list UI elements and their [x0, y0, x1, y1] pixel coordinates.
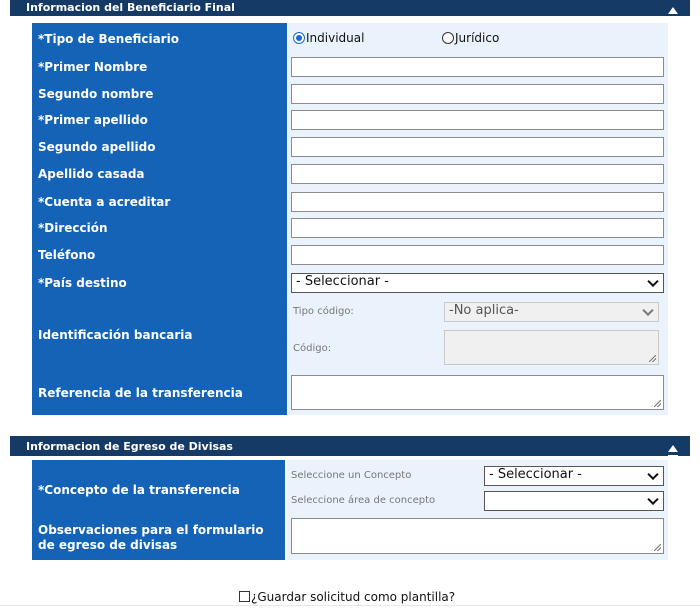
telefono-label: Teléfono [38, 248, 96, 262]
footer-divider [0, 605, 700, 606]
area-concepto-select[interactable] [484, 491, 664, 511]
tipo-beneficiario-label: *Tipo de Beneficiario [38, 32, 179, 46]
segundo-nombre-label: Segundo nombre [38, 87, 154, 101]
beneficiary-section-title: Informacion del Beneficiario Final [26, 1, 235, 14]
codigo-textarea[interactable] [444, 330, 659, 365]
chevron-down-icon [647, 276, 658, 287]
segundo-apellido-input[interactable] [291, 137, 664, 157]
concepto-value: - Seleccionar - [489, 467, 582, 482]
observaciones-label-line2: de egreso de divisas [38, 538, 178, 552]
identificacion-bancaria-label: Identificación bancaria [38, 328, 193, 342]
area-concepto-label: Seleccione área de concepto [291, 495, 436, 506]
tipo-codigo-select[interactable] [444, 302, 659, 322]
apellido-casada-label: Apellido casada [38, 167, 145, 181]
pais-destino-label: *País destino [38, 276, 127, 290]
collapse-up-icon[interactable] [668, 441, 678, 457]
direccion-label: *Dirección [38, 221, 108, 235]
primer-apellido-input[interactable] [291, 110, 664, 130]
observaciones-label-line1: Observaciones para el formulario [38, 523, 264, 537]
cuenta-acreditar-label: *Cuenta a acreditar [38, 195, 171, 209]
collapse-up-icon[interactable] [668, 3, 678, 19]
beneficiary-label-column [32, 23, 287, 415]
radio-individual[interactable] [293, 32, 305, 44]
guardar-plantilla-label: ¿Guardar solicitud como plantilla? [251, 590, 456, 604]
chevron-down-icon [647, 494, 658, 505]
referencia-label: Referencia de la transferencia [38, 386, 243, 400]
radio-individual-label: Individual [306, 31, 365, 45]
divisas-section-header [10, 436, 690, 456]
codigo-label: Código: [293, 343, 332, 354]
primer-nombre-input[interactable] [291, 57, 664, 77]
guardar-plantilla-checkbox[interactable] [239, 591, 250, 602]
tipo-codigo-label: Tipo código: [293, 306, 354, 317]
concepto-select[interactable] [484, 466, 664, 486]
primer-apellido-label: *Primer apellido [38, 113, 148, 127]
chevron-down-icon [642, 305, 653, 316]
radio-juridico[interactable] [442, 32, 454, 44]
segundo-apellido-label: Segundo apellido [38, 140, 156, 154]
direccion-input[interactable] [291, 218, 664, 238]
radio-juridico-label: Jurídico [455, 31, 500, 45]
chevron-down-icon [647, 469, 658, 480]
apellido-casada-input[interactable] [291, 164, 664, 184]
segundo-nombre-input[interactable] [291, 84, 664, 104]
pais-destino-value: - Seleccionar - [296, 274, 389, 289]
primer-nombre-label: *Primer Nombre [38, 60, 148, 74]
referencia-textarea[interactable] [291, 375, 664, 410]
divisas-section-title: Informacion de Egreso de Divisas [26, 440, 233, 453]
concepto-label: *Concepto de la transferencia [38, 483, 240, 497]
cuenta-acreditar-input[interactable] [291, 192, 664, 212]
pais-destino-select[interactable] [291, 273, 664, 293]
observaciones-textarea[interactable] [291, 518, 664, 554]
telefono-input[interactable] [291, 245, 664, 265]
concepto-select-label: Seleccione un Concepto [291, 470, 412, 481]
beneficiary-section-header [10, 0, 690, 16]
tipo-codigo-value: -No aplica- [449, 303, 519, 318]
